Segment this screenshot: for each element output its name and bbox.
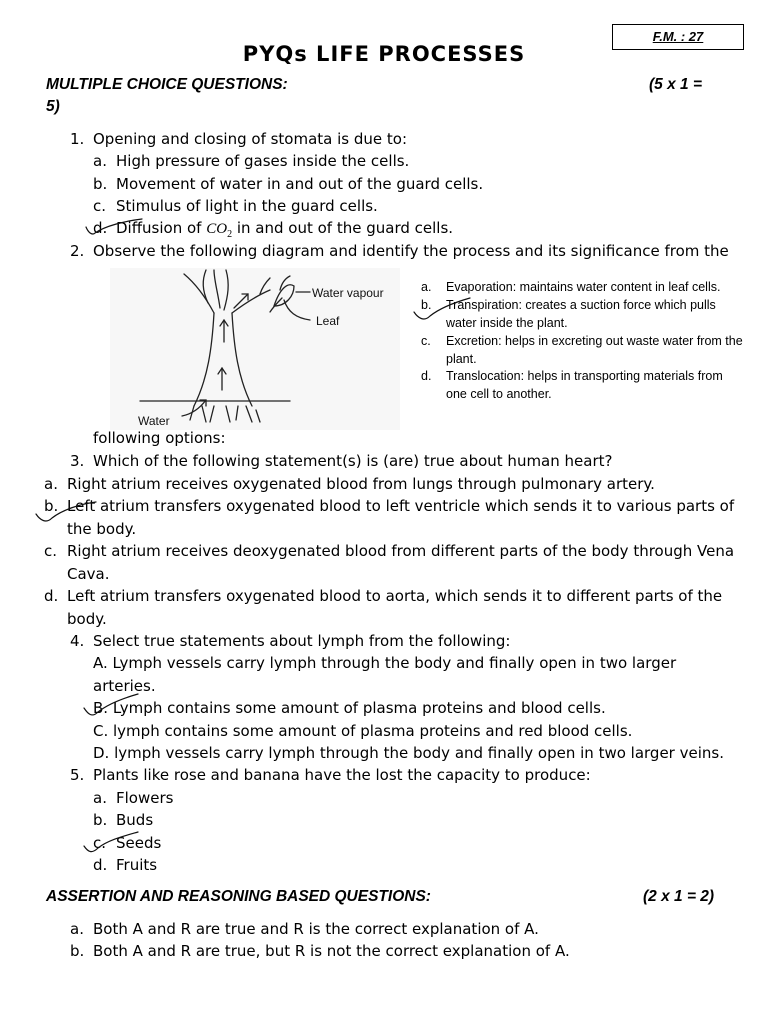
q1-option-c-text: Stimulus of light in the guard cells. [116, 197, 378, 215]
q3-option-a-letter: a. [44, 475, 58, 493]
q1-option-d-pre: Diffusion of [116, 219, 202, 237]
q1-option-c-letter: c. [93, 197, 107, 215]
q3-option-c-text: Right atrium receives deoxygenated blood from different parts of the body through Vena [67, 542, 735, 560]
q5-option-c-text: Seeds [116, 834, 162, 852]
q2-option-b-text: Transpiration: creates a suction force which pulls water inside the plant. [446, 298, 716, 330]
q5-text: Plants like rose and banana have the lost the capacity to produce: [93, 766, 591, 784]
q5-option-d-text: Fruits [116, 856, 158, 874]
mcq-heading: MULTIPLE CHOICE QUESTIONS: [46, 76, 288, 93]
q1-option-d-letter: d. [93, 219, 108, 237]
q1-option-a-letter: a. [93, 152, 107, 170]
co2-base: CO [206, 221, 228, 237]
q3-text: Which of the following statement(s) is (are) true about human heart? [93, 452, 613, 470]
mcq-marks-cont: 5) [46, 98, 60, 115]
q2-text-cont: following options: [93, 429, 226, 447]
q3-option-b-text: Left atrium transfers oxygenated blood to left ventricle which sends it to various parts of [67, 497, 735, 515]
ar-option-b-letter: b. [70, 942, 85, 960]
q2-option-a-letter: a. [421, 280, 432, 294]
q2-number: 2. [70, 242, 85, 260]
q2-option-b-letter: b. [421, 298, 432, 312]
q1-option-b-letter: b. [93, 175, 108, 193]
q3-option-a-text: Right atrium receives oxygenated blood from lungs through pulmonary artery. [67, 475, 655, 493]
ar-option-a-text: Both A and R are true and R is the correct explanation of A. [93, 920, 539, 938]
q5-option-b-letter: b. [93, 811, 108, 829]
q4-statement-a-cont: arteries. [93, 677, 156, 695]
q5-option-a-text: Flowers [116, 789, 174, 807]
q4-statement-c: C. lymph contains some amount of plasma proteins and red blood cells. [93, 722, 633, 740]
q4-statement-b: B. Lymph contains some amount of plasma proteins and blood cells. [93, 699, 606, 717]
ar-option-a-letter: a. [70, 920, 84, 938]
q3-option-d-letter: d. [44, 587, 59, 605]
q5-option-a-letter: a. [93, 789, 107, 807]
page-title: PYQs LIFE PROCESSES [242, 42, 526, 66]
q3-option-d-text: Left atrium transfers oxygenated blood to aorta, which sends it to different parts of the [67, 587, 723, 605]
ar-option-b-text: Both A and R are true, but R is not the correct explanation of A. [93, 942, 570, 960]
q3-option-c-text-cont: Cava. [67, 565, 110, 583]
q3-option-c-letter: c. [44, 542, 58, 560]
label-water: Water [138, 414, 170, 428]
q1-text: Opening and closing of stomata is due to: [93, 130, 408, 148]
q5-option-d-letter: d. [93, 856, 108, 874]
q2-option-c-letter: c. [421, 334, 431, 348]
q3-option-b-text-cont: the body. [67, 520, 137, 538]
q4-statement-a: A. Lymph vessels carry lymph through the body and finally open in two larger [93, 654, 677, 672]
label-leaf: Leaf [316, 314, 340, 328]
label-water-vapour: Water vapour [312, 286, 384, 300]
q2-text: Observe the following diagram and identify the process and its significance from the [93, 242, 729, 260]
ar-marks: (2 x 1 = 2) [643, 888, 715, 905]
q1-option-d-post: in and out of the guard cells. [236, 219, 454, 237]
q3-number: 3. [70, 452, 85, 470]
q3-option-b-letter: b. [44, 497, 59, 515]
mcq-marks: (5 x 1 = [649, 76, 702, 93]
q5-option-c-letter: c. [93, 834, 107, 852]
q2-option-d-letter: d. [421, 369, 432, 383]
q3-option-d-text-cont: body. [67, 610, 107, 628]
q1-number: 1. [70, 130, 85, 148]
co2-subscript: 2 [227, 229, 233, 240]
q2-option-d-text: Translocation: helps in transporting materials from one cell to another. [446, 369, 723, 401]
transpiration-diagram [110, 268, 400, 430]
full-marks-label: F.M. : 27 [652, 29, 704, 44]
q1-option-a-text: High pressure of gases inside the cells. [116, 152, 410, 170]
q2-option-c-text: Excretion: helps in excreting out waste water from the plant. [446, 334, 743, 366]
q5-option-b-text: Buds [116, 811, 154, 829]
co2-formula [206, 221, 233, 240]
q4-statement-d: D. lymph vessels carry lymph through the body and finally open in two larger veins. [93, 744, 724, 762]
q5-number: 5. [70, 766, 85, 784]
q1-option-b-text: Movement of water in and out of the guard cells. [116, 175, 484, 193]
q4-text: Select true statements about lymph from the following: [93, 632, 511, 650]
q4-number: 4. [70, 632, 85, 650]
ar-heading: ASSERTION AND REASONING BASED QUESTIONS: [46, 888, 431, 905]
q2-option-a-text: Evaporation: maintains water content in leaf cells. [446, 280, 721, 294]
